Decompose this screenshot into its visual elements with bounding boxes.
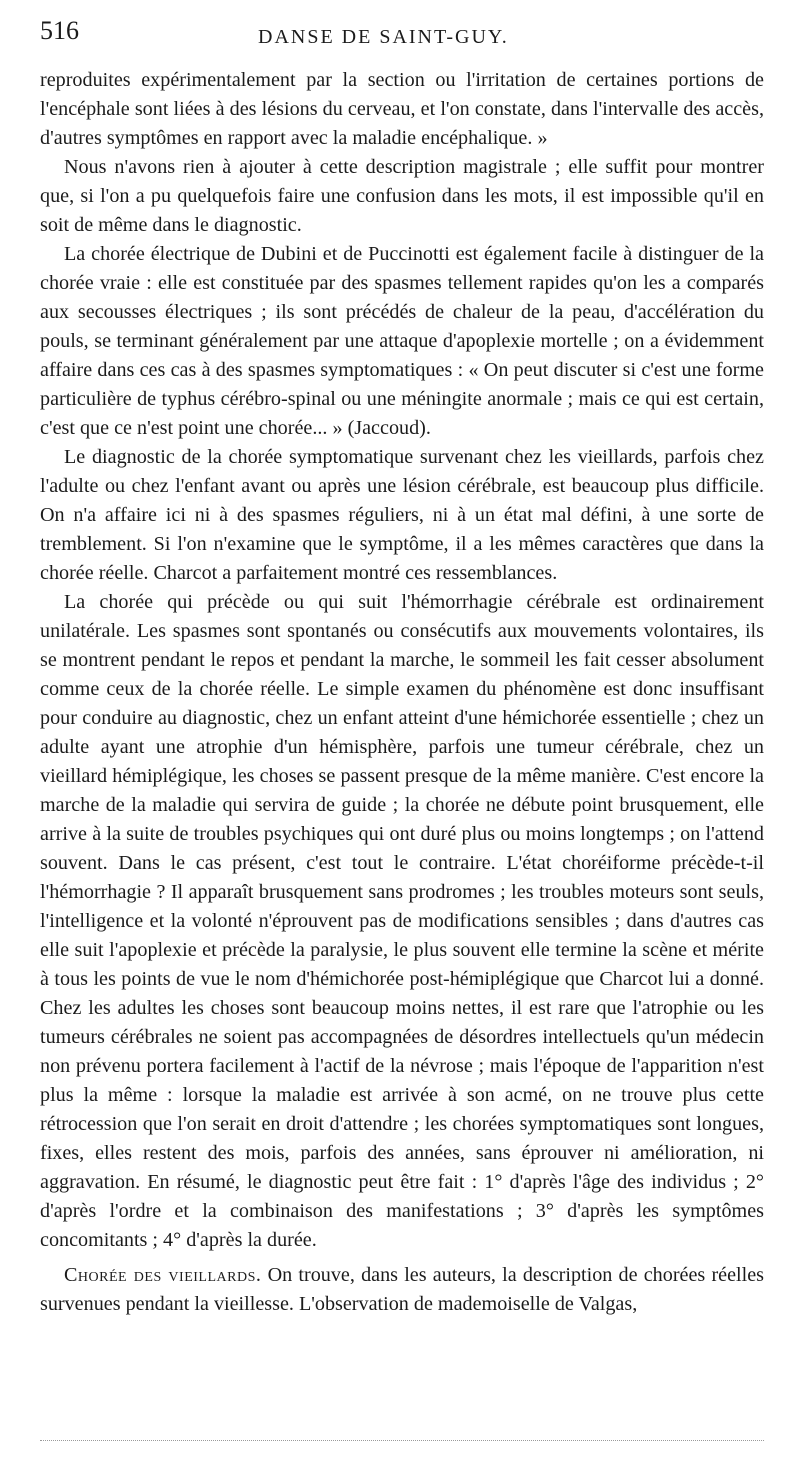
paragraph: Nous n'avons rien à ajouter à cette description magistrale ; elle suffit pour montrer que, si l'on a pu quelquefois faire une confusion dans les mots, il est impossible qu'il en soit de même dans le diagnostic. xyxy=(40,156,764,236)
paragraph-continuation: reproduites expérimentalement par la section ou l'irritation de certaines portions de l'encéphale sont liées à des lésions du cerveau, et l'on constate, dans l'intervalle des accès, d'autres symptômes en rapport avec la maladie encéphalique. » xyxy=(40,69,764,149)
book-page xyxy=(40,16,764,1319)
page-header xyxy=(40,16,764,66)
paragraph: Le diagnostic de la chorée symptomatique survenant chez les vieillards, parfois chez l'adulte ou chez l'enfant avant ou après une lésion cérébrale, est beaucoup plus difficile. On n'a affaire ici ni à des spasmes réguliers, ni à un état mal défini, à une sorte de tremblement. Si l'on n'examine que le symptôme, il a les mêmes caractères que dans la chorée réelle. Charcot a parfaitement montré ces ressemblances. xyxy=(40,446,764,584)
section-paragraph xyxy=(40,1261,764,1319)
running-title: DANSE DE SAINT-GUY. xyxy=(258,26,509,48)
page-number: 516 xyxy=(40,16,79,45)
paragraph: La chorée qui précède ou qui suit l'hémorrhagie cérébrale est ordinairement unilatérale. Les spasmes sont spontanés ou consécutifs aux mouvements volontaires, ils se montrent pendant le repos et pendant la marche, le sommeil les fait cesser absolument comme ceux de la chorée réelle. Le simple examen du phénomène est donc insuffisant pour conduire au diagnostic, chez un enfant atteint d'une hémichorée essentielle ; chez un adulte ayant une atrophie d'un hémisphère, parfois une tumeur cérébrale, chez un vieillard hémiplégique, les choses se passent presque de la même manière. C'est encore la marche de la maladie qui servira de guide ; la chorée ne débute point brusquement, elle arrive à la suite de troubles psychiques qui ont duré plus ou moins longtemps ; on l'attend souvent. Dans le cas présent, c'est tout le contraire. L'état choréiforme précède-t-il l'hémorrhagie ? Il apparaît brusquement sans prodromes ; les troubles moteurs sont seuls, l'intelligence et la volonté n'éprouvent pas de modifications sensibles ; dans d'autres cas elle suit l'apoplexie et précède la paralysie, le plus souvent elle termine la scène et mérite à tous les points de vue le nom d'hémichorée post-hémiplégique que Charcot lui a donné. Chez les adultes les choses sont beaucoup moins nettes, il est rare que l'atrophie ou les tumeurs cérébrales ne soient pas accompagnées de désordres intellectuels qu'un médecin non prévenu portera facilement à l'actif de la névrose ; mais l'époque de l'apparition n'est plus la même : lorsque la maladie est arrivée à son acmé, on ne trouve plus cette rétrocession que l'on serait en droit d'attendre ; les chorées symptomatiques sont longues, fixes, elles restent des mois, parfois des années, sans éprouver ni amélioration, ni aggravation. En résumé, le diagnostic peut être fait : 1° d'après l'âge des individus ; 2° d'après l'ordre et la combinaison des manifestations ; 3° d'après les symptômes concomitants ; 4° d'après la durée. xyxy=(40,591,764,1251)
section-heading: Chorée des vieillards. xyxy=(64,1264,262,1286)
paragraph: La chorée électrique de Dubini et de Puccinotti est également facile à distinguer de la chorée vraie : elle est constituée par des spasmes tellement rapides qu'on les a comparés aux secousses électriques ; ils sont précédés de chaleur de la peau, d'accélération du pouls, se terminant généralement par une attaque d'apoplexie mortelle ; on a évidemment affaire dans ces cas à des spasmes symptomatiques : « On peut discuter si c'est une forme particulière de typhus cérébro-spinal ou une méningite anormale ; mais ce qui est certain, c'est que ce n'est point une chorée... » (Jaccoud). xyxy=(40,243,764,439)
body-text xyxy=(40,66,764,1319)
footer-rule xyxy=(40,1440,764,1442)
section-text: On trouve, dans les auteurs, la description de chorées réelles survenues pendant la vieillesse. L'observation de mademoiselle de Valgas, xyxy=(40,1264,764,1315)
